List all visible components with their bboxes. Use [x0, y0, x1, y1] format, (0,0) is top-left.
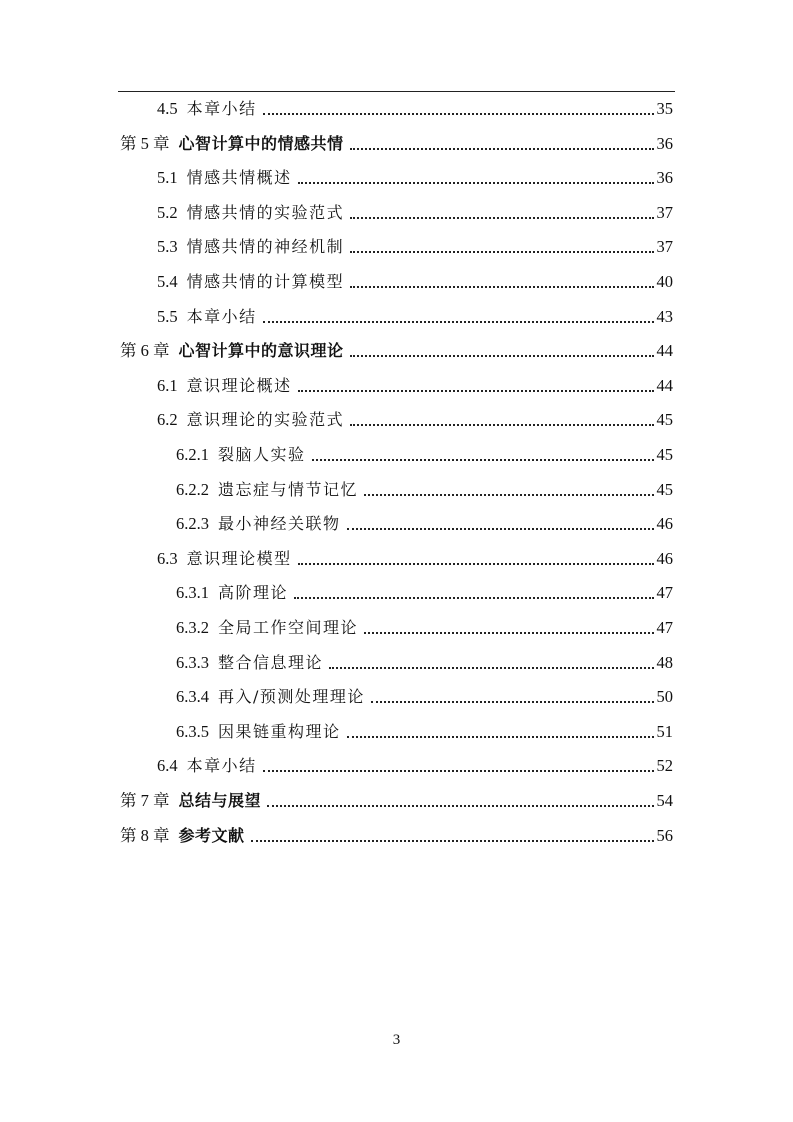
- toc-entry[interactable]: [176, 509, 673, 539]
- toc-entry-number: 6.3.3: [176, 652, 209, 672]
- toc-entry-title: 心智计算中的意识理论: [178, 341, 344, 361]
- toc-entry[interactable]: [176, 578, 673, 608]
- dot-leader: [298, 182, 654, 184]
- dot-leader: [350, 424, 653, 426]
- toc-entry-page: 52: [656, 756, 673, 776]
- dot-leader: [251, 840, 654, 842]
- toc-entry-page: 51: [656, 721, 673, 741]
- toc-entry[interactable]: [157, 198, 673, 228]
- toc-entry-title: 总结与展望: [178, 791, 262, 810]
- toc-entry-title: 情感共情的计算模型: [186, 272, 345, 291]
- toc-entry-page: 45: [656, 479, 673, 499]
- toc-entry-page: 46: [656, 514, 673, 534]
- dot-leader: [294, 597, 653, 599]
- toc-entry[interactable]: [157, 544, 673, 574]
- toc-entry-title: 情感共情的神经机制: [186, 237, 345, 257]
- dot-leader: [350, 217, 653, 219]
- toc-entry[interactable]: [157, 94, 673, 124]
- toc-entry-title: 因果链重构理论: [218, 721, 341, 741]
- toc-entry-number: 第 8 章: [120, 825, 170, 845]
- toc-entry-page: 44: [656, 375, 673, 395]
- toc-entry-number: 5.3: [157, 237, 178, 257]
- dot-leader: [350, 148, 654, 150]
- toc-entry[interactable]: [157, 267, 673, 297]
- dot-leader: [267, 805, 653, 807]
- toc-entry-title: 参考文献: [178, 825, 245, 845]
- toc-entry-number: 6.2: [157, 410, 178, 430]
- dot-leader: [350, 355, 654, 357]
- toc-entry-number: 5.2: [157, 202, 178, 222]
- toc-entry-page: 40: [656, 272, 673, 291]
- toc-entry-number: 6.3.1: [176, 583, 209, 603]
- toc-entry-page: 45: [656, 445, 673, 464]
- toc-entry-number: 6.4: [157, 756, 178, 776]
- toc-entry-number: 6.2.3: [176, 514, 209, 534]
- toc-entry[interactable]: [120, 786, 673, 816]
- toc-entry-page: 56: [656, 825, 673, 845]
- toc-entry-title: 遗忘症与情节记忆: [218, 479, 359, 499]
- dot-leader: [364, 632, 653, 634]
- dot-leader: [371, 701, 654, 703]
- toc-entry-title: 意识理论概述: [186, 375, 292, 395]
- toc-entry[interactable]: [176, 717, 673, 747]
- toc-entry-title: 裂脑人实验: [218, 445, 306, 464]
- toc-entry-page: 50: [656, 687, 673, 707]
- toc-entry-page: 45: [656, 410, 673, 430]
- dot-leader: [364, 494, 653, 496]
- toc-entry-title: 意识理论的实验范式: [186, 410, 345, 430]
- toc-entry-title: 最小神经关联物: [218, 514, 341, 534]
- toc-entry-number: 第 7 章: [120, 791, 170, 810]
- toc-entry-page: 48: [656, 652, 673, 672]
- toc-entry-title: 整合信息理论: [218, 652, 324, 672]
- toc-entry-title: 高阶理论: [218, 583, 289, 603]
- toc-entry[interactable]: [157, 751, 673, 781]
- dot-leader: [350, 251, 653, 253]
- toc-entry-number: 5.4: [157, 272, 178, 291]
- toc-entry-number: 5.5: [157, 306, 178, 326]
- toc-entry-number: 第 6 章: [120, 341, 170, 361]
- toc-entry-number: 6.2.1: [176, 445, 209, 464]
- dot-leader: [263, 113, 654, 115]
- toc-entry-page: 37: [656, 202, 673, 222]
- toc-entry-page: 54: [656, 791, 673, 810]
- dot-leader: [350, 286, 653, 288]
- toc-entry-title: 意识理论模型: [186, 548, 292, 568]
- toc-entry[interactable]: [120, 336, 673, 366]
- page-number: 3: [392, 1032, 401, 1048]
- toc-entry-number: 第 5 章: [120, 133, 170, 153]
- toc-entry[interactable]: [176, 440, 673, 470]
- toc-entry[interactable]: [157, 302, 673, 332]
- toc-entry-number: 6.3.2: [176, 618, 209, 637]
- toc-entry-page: 43: [656, 306, 673, 326]
- toc-entry-title: 本章小结: [186, 756, 257, 776]
- toc-entry-title: 本章小结: [186, 99, 257, 118]
- toc-entry-page: 44: [656, 341, 673, 361]
- toc-entry[interactable]: [176, 613, 673, 643]
- dot-leader: [347, 528, 654, 530]
- toc-entry[interactable]: [157, 371, 673, 401]
- toc-entry-number: 6.1: [157, 375, 178, 395]
- toc-entry-number: 6.3.5: [176, 721, 209, 741]
- toc-entry[interactable]: [176, 682, 673, 712]
- toc-entry-title: 心智计算中的情感共情: [178, 133, 344, 153]
- toc-entry-number: 4.5: [157, 99, 178, 118]
- toc-entry-page: 35: [656, 99, 673, 118]
- toc-entry-page: 47: [656, 618, 673, 637]
- toc-entry-title: 全局工作空间理论: [218, 618, 359, 637]
- toc-entry-page: 37: [656, 237, 673, 257]
- toc-entry-title: 情感共情概述: [186, 168, 292, 188]
- dot-leader: [298, 390, 654, 392]
- dot-leader: [329, 667, 653, 669]
- toc-entry-title: 本章小结: [186, 306, 257, 326]
- dot-leader: [312, 459, 654, 461]
- toc-entry-page: 36: [656, 168, 673, 188]
- toc-entry-title: 情感共情的实验范式: [186, 202, 345, 222]
- toc-entry-page: 36: [656, 133, 673, 153]
- dot-leader: [298, 563, 654, 565]
- toc-entry-number: 6.2.2: [176, 479, 209, 499]
- toc-entry[interactable]: [120, 129, 673, 159]
- toc-entry[interactable]: [157, 232, 673, 262]
- toc-entry-page: 46: [656, 548, 673, 568]
- toc-entry-page: 47: [656, 583, 673, 603]
- header-rule: [118, 91, 675, 92]
- toc-entry[interactable]: [157, 405, 673, 435]
- toc-entry-title: 再入/预测处理理论: [218, 687, 365, 707]
- toc-entry[interactable]: [176, 648, 673, 678]
- dot-leader: [347, 736, 654, 738]
- toc-entry-number: 6.3.4: [176, 687, 209, 707]
- dot-leader: [263, 770, 654, 772]
- toc-entry-number: 6.3: [157, 548, 178, 568]
- toc-entry[interactable]: [157, 163, 673, 193]
- toc-entry[interactable]: [176, 475, 673, 505]
- toc-entry[interactable]: [120, 821, 673, 851]
- dot-leader: [263, 321, 654, 323]
- toc-entry-number: 5.1: [157, 168, 178, 188]
